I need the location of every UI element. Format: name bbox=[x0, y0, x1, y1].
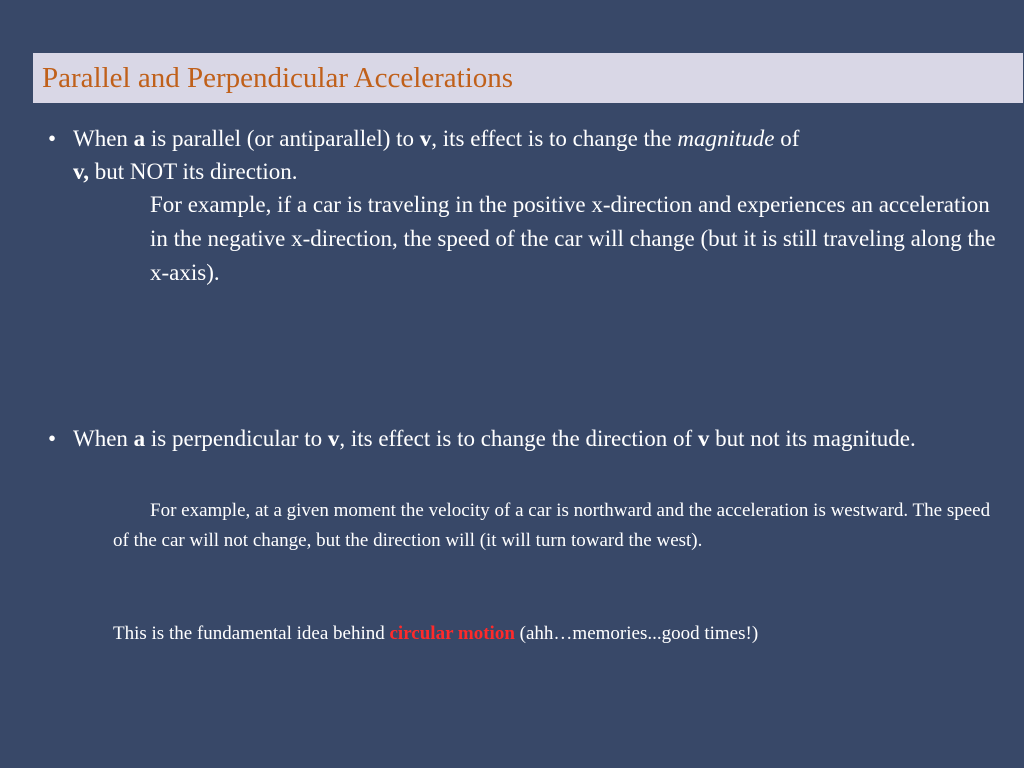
text-run: , its effect is to change the bbox=[431, 126, 678, 151]
bullet-dot: • bbox=[48, 426, 57, 451]
example-paragraph bbox=[113, 496, 1003, 556]
text-run: , its effect is to change the direction of bbox=[339, 426, 698, 451]
vector-a: a bbox=[133, 126, 146, 151]
text-run: (ahh…memories...good times!) bbox=[514, 623, 759, 644]
circular-motion-highlight: circular motion bbox=[389, 623, 515, 644]
text-run: is perpendicular to bbox=[145, 426, 328, 451]
vector-v: v, bbox=[73, 159, 89, 184]
text-run: When bbox=[73, 426, 134, 451]
vector-v: v bbox=[419, 126, 432, 151]
example-text: For example, at a given moment the velocity of a car is northward and the acceleration is westward. The speed of the car will not change, but the direction will (it will turn toward the west). bbox=[113, 500, 991, 551]
vector-v: v bbox=[697, 426, 710, 451]
text-run: of bbox=[774, 126, 800, 151]
vector-v: v bbox=[327, 426, 340, 451]
slide-title: Parallel and Perpendicular Accelerations bbox=[42, 62, 514, 94]
title-bar bbox=[33, 53, 1023, 103]
bullet-perpendicular bbox=[48, 422, 1008, 455]
example-paragraph: For example, if a car is traveling in the positive x-direction and experiences an acceleration in the negative x-direction, the speed of the car will change (but it is still traveling along the x-axis). bbox=[150, 192, 996, 285]
text-run: This is the fundamental idea behind bbox=[113, 623, 390, 644]
magnitude-term: magnitude bbox=[677, 126, 775, 151]
text-run: is parallel (or antiparallel) to bbox=[145, 126, 420, 151]
text-run: When bbox=[73, 126, 134, 151]
bullet-text bbox=[73, 122, 1008, 188]
vector-a: a bbox=[133, 426, 146, 451]
text-run: but NOT its direction. bbox=[88, 159, 298, 184]
bullet-parallel bbox=[48, 122, 1008, 290]
closing-line bbox=[113, 619, 1003, 649]
bullet-dot: • bbox=[48, 126, 57, 151]
text-run: but not its magnitude. bbox=[709, 426, 916, 451]
bullet-text bbox=[73, 422, 1008, 455]
